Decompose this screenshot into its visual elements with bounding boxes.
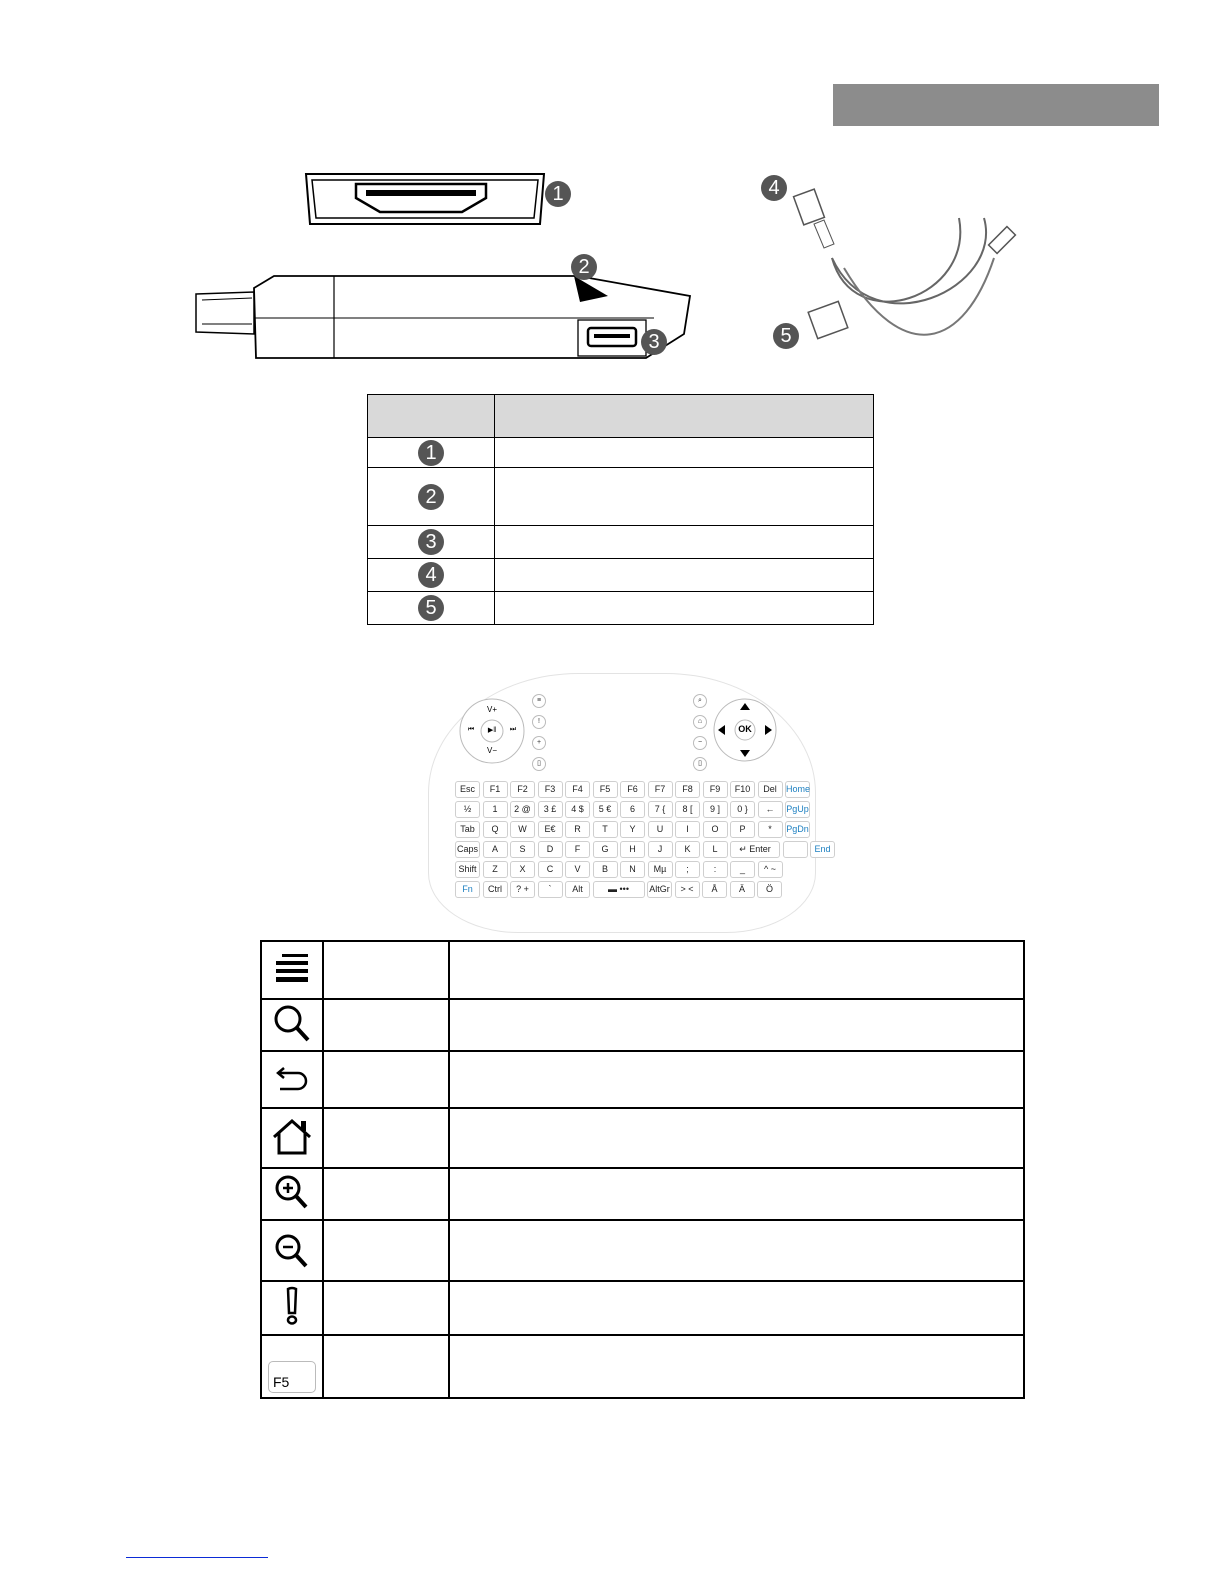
keyboard-key: Esc <box>455 781 480 798</box>
keyboard-key: O <box>703 821 728 838</box>
table-row <box>368 438 874 468</box>
part-number: 3 <box>418 529 444 555</box>
keyboard-key: F3 <box>538 781 563 798</box>
keyboard-key: Shift <box>455 861 480 878</box>
keyboard-key: 2 @ <box>510 801 535 818</box>
zoom-out-icon <box>270 1227 314 1269</box>
search-button-icon: ⌕ <box>693 694 707 708</box>
keys-table <box>260 940 1025 1399</box>
keyboard-key: 7 { <box>648 801 673 818</box>
keyboard-key: PgUp <box>785 801 810 818</box>
keyboard-key: _ <box>730 861 755 878</box>
keyboard-key: ^ ~ <box>758 861 783 878</box>
keyboard-key: Å <box>702 881 727 898</box>
part-number: 1 <box>418 440 444 466</box>
home-button-icon: ⌂ <box>693 715 707 729</box>
keyboard-key: S <box>510 841 535 858</box>
keyboard-key: F10 <box>730 781 755 798</box>
keyboard-key: ? + <box>510 881 535 898</box>
keyboard-key: F2 <box>510 781 535 798</box>
keyboard-key: P <box>730 821 755 838</box>
keyboard-key: W <box>510 821 535 838</box>
keyboard-key: End <box>810 841 835 858</box>
home-icon <box>270 1115 314 1157</box>
keyboard-key: K <box>675 841 700 858</box>
footer-link-underline <box>126 1557 268 1558</box>
keyboard-key <box>783 841 808 858</box>
parts-header-cell-description <box>495 395 874 438</box>
keyboard-key: 4 $ <box>565 801 590 818</box>
keyboard-key: F6 <box>620 781 645 798</box>
table-row <box>261 1168 1024 1220</box>
keyboard-key: N <box>620 861 645 878</box>
previous-track-label: ⏮ <box>467 726 475 733</box>
keyboard-key: B <box>593 861 618 878</box>
part-number: 4 <box>418 562 444 588</box>
zoom-in-icon <box>270 1171 314 1213</box>
keyboard-key: : <box>703 861 728 878</box>
table-row <box>261 1335 1024 1398</box>
keyboard-key: 1 <box>483 801 508 818</box>
keyboard-key: R <box>565 821 590 838</box>
table-row <box>261 1220 1024 1281</box>
callout-5: 5 <box>773 323 799 349</box>
keyboard-key: ▬ ••• <box>593 881 645 898</box>
parts-table-header <box>368 395 874 438</box>
parts-header-cell-number <box>368 395 495 438</box>
table-row <box>368 592 874 625</box>
keyboard-key: T <box>593 821 618 838</box>
keyboard-key: 9 ] <box>703 801 728 818</box>
keyboard-key: F8 <box>675 781 700 798</box>
keyboard-key: Tab <box>455 821 480 838</box>
keyboard-key: ½ <box>455 801 480 818</box>
keyboard-key: 3 £ <box>538 801 563 818</box>
keyboard-key: Y <box>620 821 645 838</box>
keyboard-key: Del <box>758 781 783 798</box>
keyboard-key: Ö <box>757 881 782 898</box>
keyboard-key: U <box>648 821 673 838</box>
keyboard-key: Home <box>785 781 810 798</box>
f5-key-icon <box>268 1361 316 1393</box>
keyboard-key: F9 <box>703 781 728 798</box>
keyboard-key: AltGr <box>647 881 672 898</box>
table-row <box>261 999 1024 1051</box>
zoom-out-button-icon: − <box>693 736 707 750</box>
keyboard-key: Ä <box>730 881 755 898</box>
callout-1: 1 <box>545 181 571 207</box>
f5-key-label: F5 <box>273 1374 290 1390</box>
keyboard-key: A <box>483 841 508 858</box>
info-icon <box>270 1285 314 1327</box>
mouse-right-button-icon: ▯ <box>693 757 707 771</box>
keyboard-key: 0 } <box>730 801 755 818</box>
play-pause-label: ▶‖ <box>487 727 497 734</box>
keyboard-key: F5 <box>593 781 618 798</box>
keyboard-key: ← <box>758 801 783 818</box>
ok-button-label: OK <box>738 724 752 734</box>
keyboard-key: Mµ <box>648 861 673 878</box>
part-number: 5 <box>418 595 444 621</box>
keyboard-key: X <box>510 861 535 878</box>
search-icon <box>270 1002 314 1044</box>
keyboard-key: V <box>565 861 590 878</box>
parts-table <box>367 394 874 625</box>
keyboard-key: ↵ Enter <box>730 841 780 858</box>
dongle-side-illustration <box>194 272 694 364</box>
keyboard-key: Z <box>483 861 508 878</box>
keyboard-key: F4 <box>565 781 590 798</box>
keyboard-key: D <box>538 841 563 858</box>
keyboard-key: ; <box>675 861 700 878</box>
keyboard-key: F <box>565 841 590 858</box>
keyboard-key: J <box>648 841 673 858</box>
keyboard-key: 6 <box>620 801 645 818</box>
keyboard-key: Ctrl <box>483 881 508 898</box>
keyboard-key: PgDn <box>785 821 810 838</box>
keyboard-key: I <box>675 821 700 838</box>
table-row <box>368 526 874 559</box>
back-icon <box>270 1060 314 1094</box>
keyboard-key: Caps <box>455 841 480 858</box>
table-row <box>261 1051 1024 1108</box>
keyboard-key: Alt <box>565 881 590 898</box>
keyboard-key: E€ <box>538 821 563 838</box>
table-row <box>261 1281 1024 1335</box>
volume-down-label: V− <box>486 746 497 755</box>
callout-3: 3 <box>641 329 667 355</box>
keyboard-key: * <box>758 821 783 838</box>
keyboard-keys <box>455 781 831 901</box>
table-row <box>368 559 874 592</box>
keyboard-key: ` <box>538 881 563 898</box>
header-bar <box>833 84 1159 126</box>
usb-cable-illustration <box>784 178 1034 368</box>
table-row <box>261 941 1024 999</box>
callout-2: 2 <box>571 254 597 280</box>
table-row <box>368 468 874 526</box>
keyboard-key: C <box>538 861 563 878</box>
menu-icon <box>270 948 314 988</box>
keyboard-key: 8 [ <box>675 801 700 818</box>
volume-up-label: V+ <box>486 705 497 714</box>
zoom-in-button-icon: + <box>532 736 546 750</box>
info-button-icon: ! <box>532 715 546 729</box>
keyboard-key: Q <box>483 821 508 838</box>
keyboard-key: F1 <box>483 781 508 798</box>
keyboard-key: > < <box>675 881 700 898</box>
keyboard-key: H <box>620 841 645 858</box>
table-row <box>261 1108 1024 1168</box>
mouse-button-icon: ▯ <box>532 757 546 771</box>
hdmi-port-front-illustration <box>300 168 550 230</box>
keyboard-key: F7 <box>648 781 673 798</box>
next-track-label: ⏭ <box>509 726 517 733</box>
menu-button-icon: ≡ <box>532 694 546 708</box>
keyboard-key: L <box>703 841 728 858</box>
callout-4: 4 <box>761 175 787 201</box>
keyboard-key: 5 € <box>593 801 618 818</box>
part-number: 2 <box>418 484 444 510</box>
keyboard-key: G <box>593 841 618 858</box>
keyboard-key: Fn <box>455 881 480 898</box>
